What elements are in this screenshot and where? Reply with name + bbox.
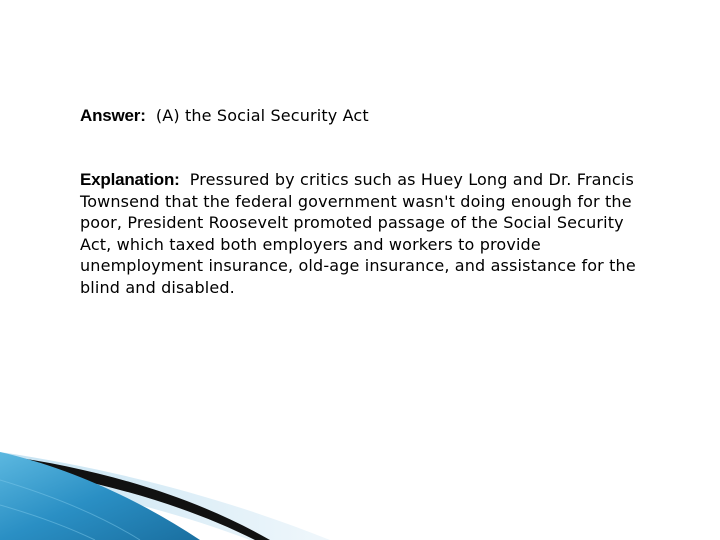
explanation-text: Pressured by critics such as Huey Long and Dr. Francis Townsend that the federal government wasn't doing enough for the poor, President Roosevelt promoted passage of the Social Security Act, which taxed both employers and workers to provide unemployment insurance, old-age insurance, and assistance for the blind and disabled. bbox=[80, 170, 636, 297]
answer-line bbox=[80, 105, 640, 127]
explanation-label: Explanation: bbox=[80, 170, 180, 189]
answer-label: Answer: bbox=[80, 106, 146, 125]
swoosh-light-band bbox=[0, 452, 330, 540]
swoosh-blue-wedge bbox=[0, 452, 200, 540]
swoosh-dark-stroke bbox=[0, 455, 270, 540]
answer-text: (A) the Social Security Act bbox=[155, 106, 369, 125]
explanation-paragraph bbox=[80, 169, 640, 299]
